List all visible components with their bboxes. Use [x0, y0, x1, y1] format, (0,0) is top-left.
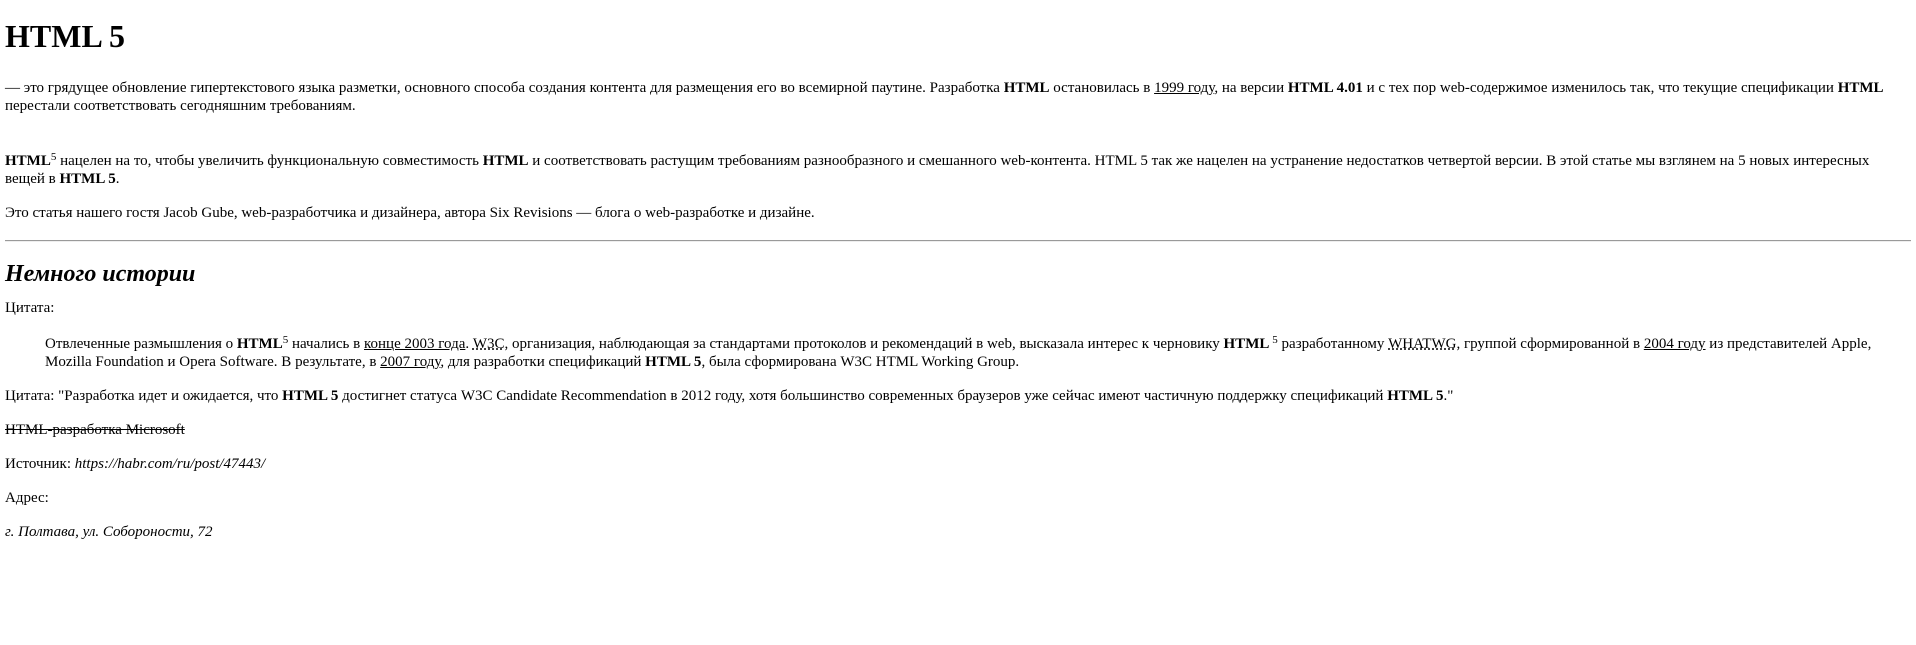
- goals-bold-html5: HTML 5: [59, 171, 116, 187]
- history-blockquote: [45, 335, 1911, 371]
- bq-text-9: , была сформирована W3C HTML Working Group.: [701, 354, 1020, 370]
- goals-sup-5: 5: [50, 151, 57, 163]
- intro-text-4: и с тех пор web-содержимое изменилось так, что текущие спецификации: [1362, 80, 1838, 96]
- intro-text-2: остановилась в: [1049, 80, 1155, 96]
- bq-text-8: , для разработки спецификаций: [440, 354, 646, 370]
- bq-text-1: Отвлеченные размышления о: [45, 336, 237, 352]
- goals-text-3: .: [115, 171, 120, 187]
- source-cite: https://habr.com/ru/post/47443/: [74, 456, 266, 472]
- goals-paragraph: [5, 152, 1911, 188]
- bq-bold-html: HTML: [236, 336, 283, 352]
- bq-text-4: , организация, наблюдающая за стандартами протоколов и рекомендаций в web, высказала интерес к черновику: [504, 336, 1224, 352]
- section-heading: Немного истории: [5, 261, 196, 287]
- link-1999[interactable]: 1999 году: [1154, 80, 1215, 96]
- strike-paragraph: [5, 421, 1911, 439]
- intro-bold-html401: HTML 4.01: [1287, 80, 1363, 96]
- bq-sup-5: 5: [282, 334, 289, 346]
- iq-text-1: Цитата: "Разработка идет и ожидается, что: [5, 388, 283, 404]
- intro-text-1: — это грядущее обновление гипертекстового языка разметки, основного способа создания контента для размещения его во всемирной паутине. Разработка: [5, 80, 1004, 96]
- bq-text-7: из представителей Apple, Mozilla Foundation и Opera Software. В результате, в: [45, 336, 1872, 370]
- bq-text-6: , группой сформированной в: [1456, 336, 1644, 352]
- strikethrough-text: HTML-разработка Microsoft: [5, 422, 185, 438]
- bq-sup-5-2: 5: [1272, 334, 1278, 346]
- link-2007[interactable]: 2007 году: [380, 354, 441, 370]
- iq-text-2: достигнет статуса W3C Candidate Recommendation в 2012 году, хотя большинство современных браузеров уже сейчас имеют частичную поддержку спецификаций: [338, 388, 1388, 404]
- abbr-whatwg: WHATWG: [1388, 336, 1457, 352]
- goals-bold-html: HTML: [5, 153, 51, 169]
- bq-bold-html-2: HTML: [1223, 336, 1273, 352]
- intro-paragraph: [5, 79, 1911, 115]
- goals-text-1: нацелен на то, чтобы увеличить функциональную совместимость: [56, 153, 483, 169]
- bq-bold-html5: HTML 5: [645, 354, 702, 370]
- intro-text-5: перестали соответствовать сегодняшним требованиям.: [5, 98, 356, 114]
- goals-text-2: и соответствовать растущим требованиям разнообразного и смешанного web-контента. HTML 5 так же нацелен на устранение недостатков четвертой версии. В этой статье мы взглянем на 5 новых интересных вещей в: [5, 153, 1870, 187]
- bq-text-3: .: [465, 336, 473, 352]
- intro-text-3: , на версии: [1214, 80, 1288, 96]
- page-title: HTML 5: [5, 18, 126, 54]
- section-divider: [5, 240, 1911, 242]
- guest-author-paragraph: Это статья нашего гостя Jacob Gube, web-разработчика и дизайнера, автора Six Revisions — блога о web-разработке и дизайне.: [5, 205, 815, 221]
- iq-bold-html5-2: HTML 5: [1387, 388, 1444, 404]
- intro-bold-html-2: HTML: [1837, 80, 1884, 96]
- source-paragraph: [5, 455, 1911, 473]
- iq-bold-html5: HTML 5: [282, 388, 339, 404]
- iq-text-3: .": [1443, 388, 1454, 404]
- link-end-2003[interactable]: конце 2003 года: [363, 336, 466, 352]
- bq-text-2: начались в: [288, 336, 364, 352]
- abbr-w3c: W3C: [472, 336, 505, 352]
- goals-bold-html-2: HTML: [482, 153, 529, 169]
- address: г. Полтава, ул. Собороности, 72: [5, 524, 213, 540]
- bq-text-5: разработанному: [1277, 336, 1389, 352]
- address-label: Адрес:: [5, 490, 49, 506]
- quote-label: Цитата:: [5, 300, 55, 316]
- source-label: Источник:: [5, 456, 75, 472]
- intro-bold-html: HTML: [1003, 80, 1050, 96]
- document: [0, 18, 1916, 541]
- inline-quote-paragraph: [5, 387, 1911, 405]
- link-2004[interactable]: 2004 году: [1643, 336, 1706, 352]
